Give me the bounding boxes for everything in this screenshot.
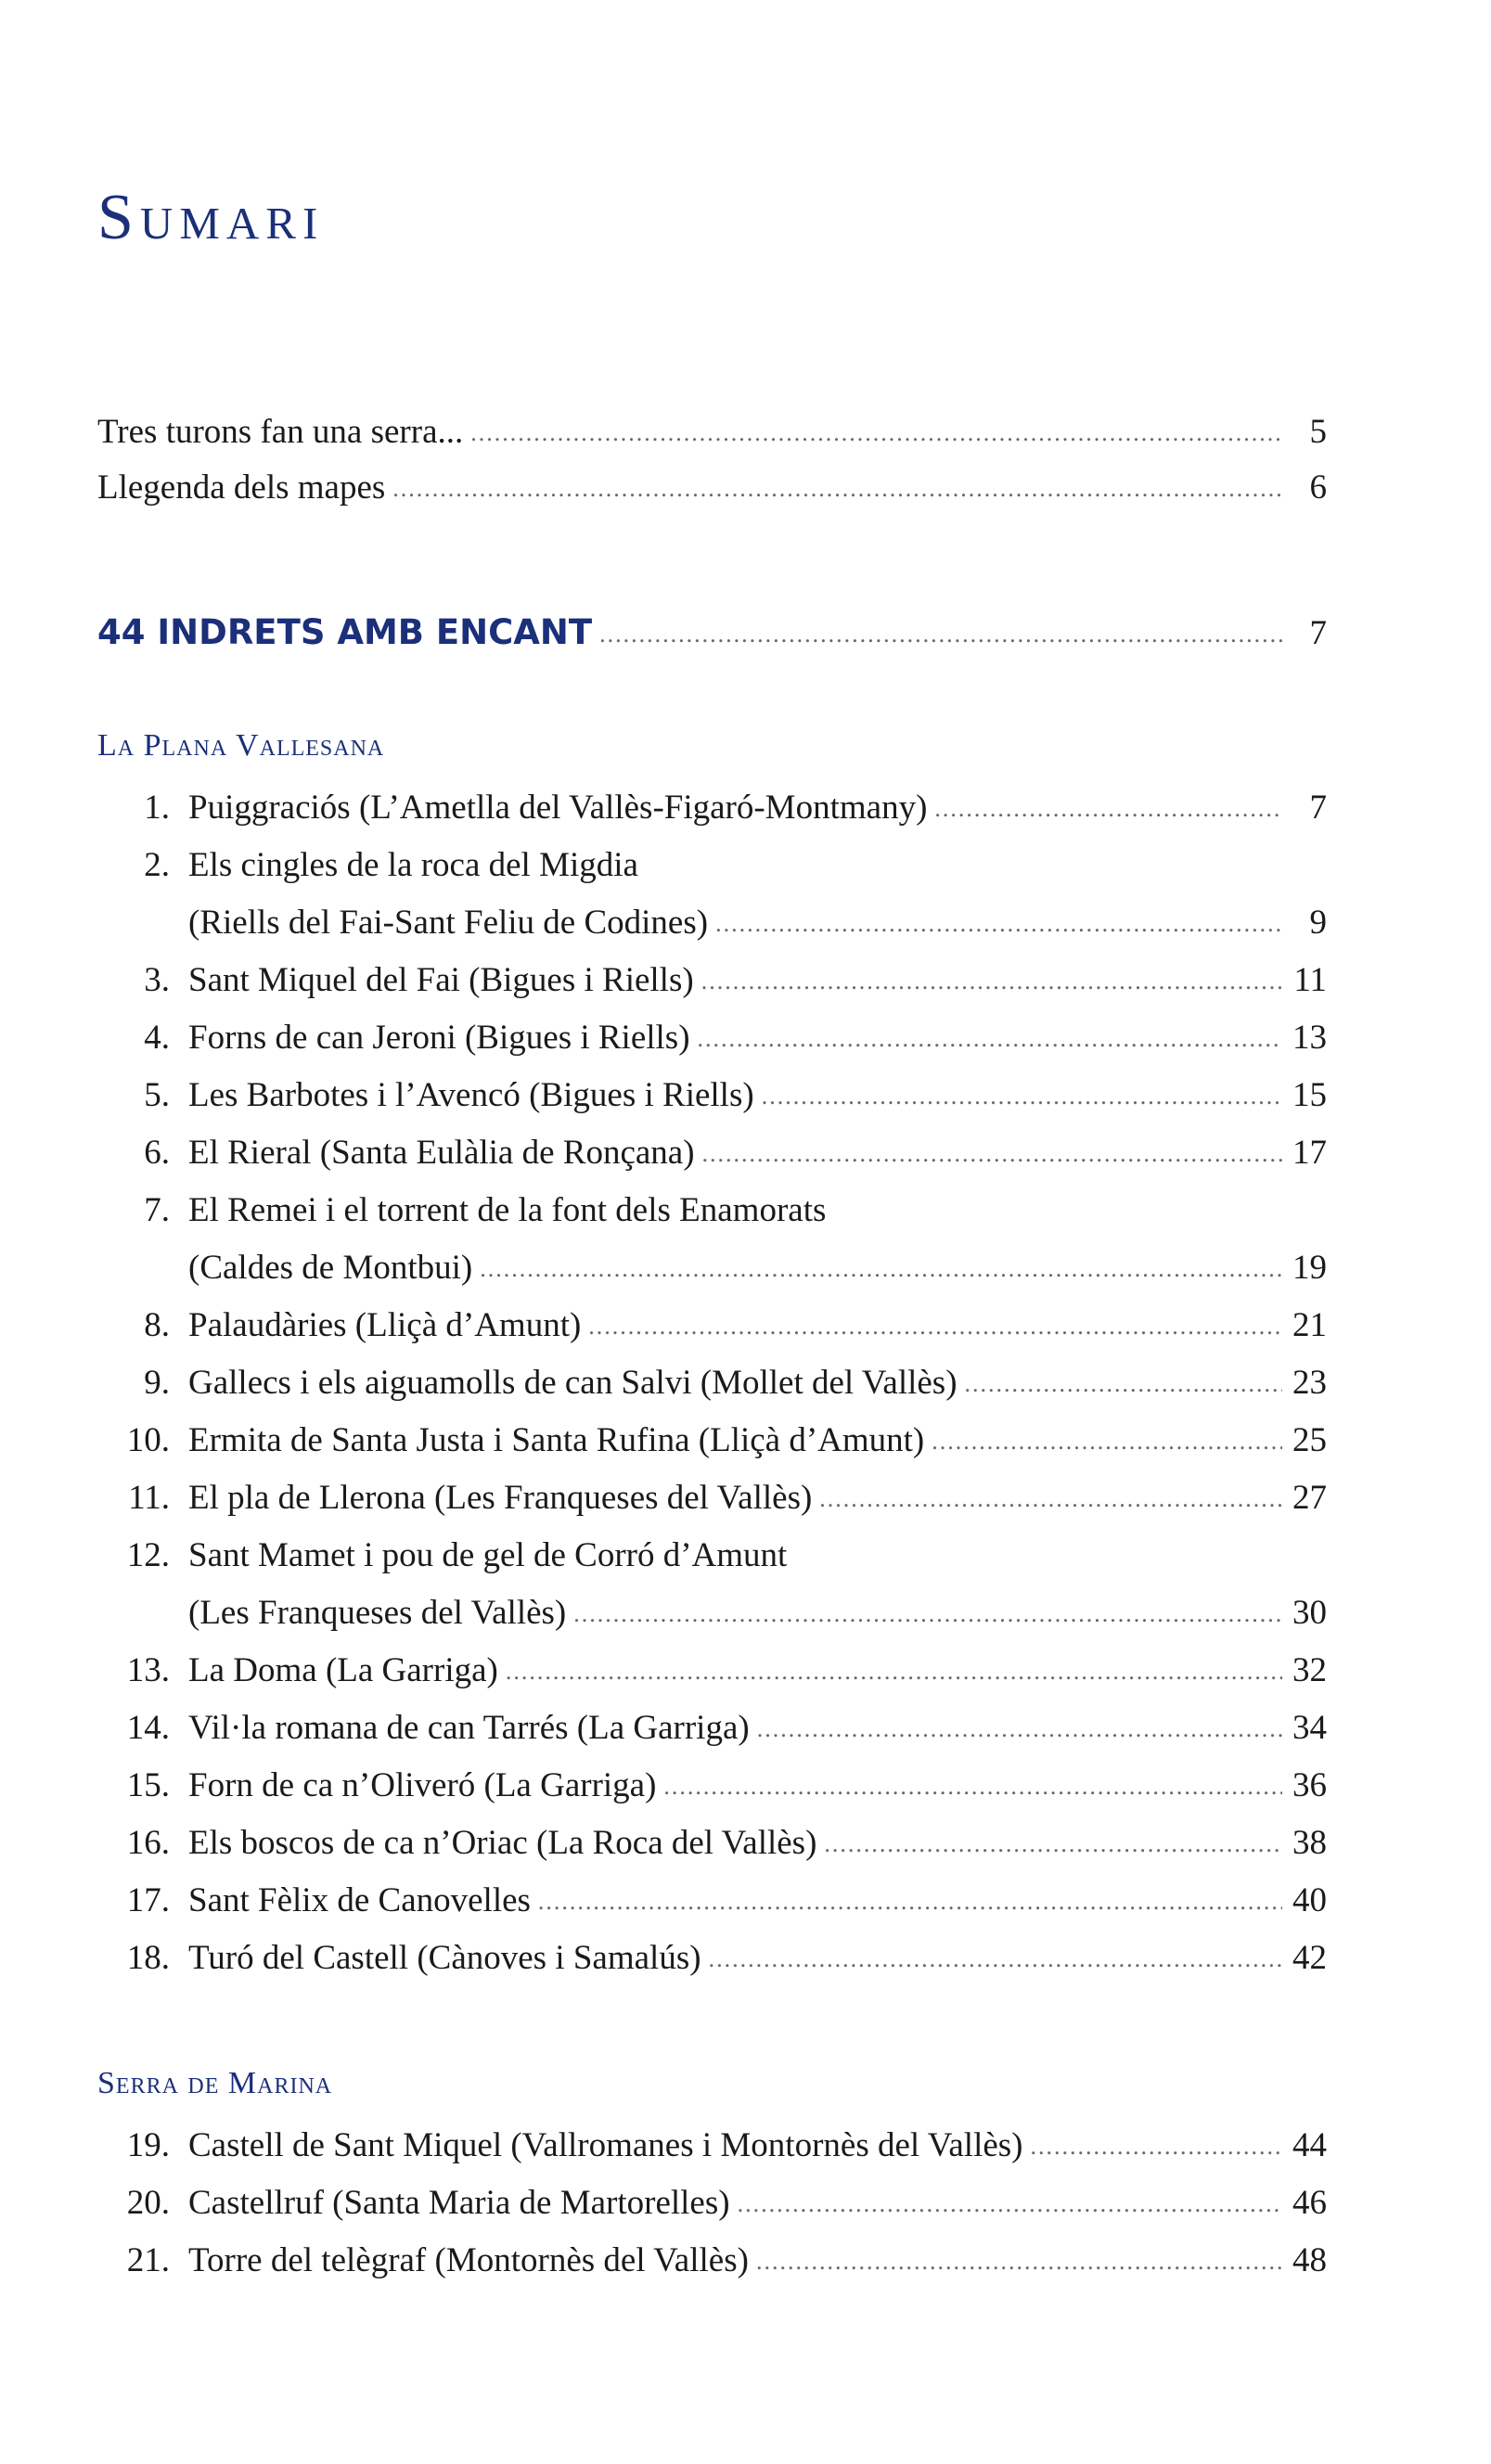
section-heading: La Plana Vallesana [97,728,385,763]
leader-dots [698,1011,1282,1067]
toc-entry-number: 13. [126,1651,170,1689]
toc-entry-text: Castell de Sant Miquel (Vallromanes i Montornès del Vallès) [188,2126,1023,2164]
toc-entry[interactable] [97,2175,1327,2231]
toc-entry-text: Tres turons fan una serra... [97,413,464,451]
toc-entry[interactable] [97,1931,1327,1986]
toc-entry-number: 1. [144,789,170,827]
toc-entry-continuation[interactable] [97,1585,1327,1641]
leader-dots [756,2234,1282,2290]
toc-entry[interactable] [97,1816,1327,1871]
toc-entry-number: 12. [126,1536,170,1574]
toc-entry-text: Sant Fèlix de Canovelles [188,1881,531,1919]
leader-dots [757,1701,1282,1757]
toc-entry-number: 8. [144,1306,170,1344]
toc-page-number: 23 [1292,1364,1327,1402]
toc-entry[interactable] [97,1643,1327,1699]
toc-entry-continuation[interactable] [97,1240,1327,1296]
toc-entry-text: Forns de can Jeroni (Bigues i Riells) [188,1019,690,1057]
toc-page-number: 7 [1309,789,1327,827]
toc-entry-number: 2. [144,846,170,884]
toc-page-number: 36 [1292,1766,1327,1804]
toc-entry[interactable] [97,838,1327,893]
leader-dots [1031,2119,1283,2175]
toc-entry-number: 9. [144,1364,170,1402]
toc-entry[interactable] [97,1010,1327,1066]
toc-page-number: 32 [1292,1651,1327,1689]
leader-dots [701,954,1282,1009]
toc-entry-text: Les Barbotes i l’Avencó (Bigues i Riells) [188,1076,754,1114]
toc-entry-number: 7. [144,1191,170,1229]
leader-dots [702,1126,1282,1182]
toc-entry[interactable] [97,404,1327,460]
toc-page-number: 38 [1292,1824,1327,1862]
leader-dots [738,2176,1282,2232]
toc-entry[interactable] [97,1700,1327,1756]
toc-entry[interactable] [97,780,1327,836]
toc-page-number: 42 [1292,1939,1327,1977]
toc-entry-text: Castellruf (Santa Maria de Martorelles) [188,2184,730,2222]
toc-entry[interactable] [97,1528,1327,1584]
leader-dots [470,405,1282,461]
toc-entry[interactable] [97,1470,1327,1526]
leader-dots [934,781,1282,837]
toc-entry[interactable] [97,1758,1327,1814]
toc-entry-number: 6. [144,1134,170,1172]
toc-entry[interactable] [97,1413,1327,1469]
toc-entry-number: 17. [126,1881,170,1919]
toc-entry-number: 14. [126,1709,170,1747]
toc-entry-number: 11. [128,1479,170,1517]
toc-entry-number: 20. [126,2184,170,2222]
toc-entry-text: Els cingles de la roca del Migdia [188,846,638,884]
leader-dots [715,896,1282,952]
toc-entry-number: 15. [126,1766,170,1804]
section-heading: Serra de Marina [97,2066,333,2100]
toc-entry-number: 19. [126,2126,170,2164]
toc-entry-text: Vil·la romana de can Tarrés (La Garriga) [188,1709,750,1747]
leader-dots [965,1356,1282,1412]
toc-entry-number: 4. [144,1019,170,1057]
toc-entry-number: 16. [126,1824,170,1862]
toc-page-number: 19 [1292,1249,1327,1287]
toc-entry-number: 10. [126,1421,170,1459]
toc-page-number: 46 [1292,2184,1327,2222]
toc-entry-text: El Rieral (Santa Eulàlia de Ronçana) [188,1134,695,1172]
leader-dots [573,1586,1282,1642]
toc-entry[interactable] [97,1355,1327,1411]
leader-dots [588,1299,1282,1354]
toc-page-number: 15 [1292,1076,1327,1114]
toc-entry-text: Sant Miquel del Fai (Bigues i Riells) [188,961,694,999]
toc-entry-number: 21. [126,2241,170,2279]
toc-entry-number: 3. [144,961,170,999]
toc-page-number: 27 [1292,1479,1327,1517]
toc-page-number: 40 [1292,1881,1327,1919]
toc-entry[interactable] [97,1125,1327,1181]
toc-entry-text: Sant Mamet i pou de gel de Corró d’Amunt [188,1536,788,1574]
leader-dots [762,1069,1282,1124]
toc-entry-text-continued: (Caldes de Montbui) [188,1249,473,1287]
toc-entry[interactable] [97,460,1327,516]
toc-page-number: 11 [1293,961,1327,999]
toc-entry-text-continued: (Riells del Fai-Sant Feliu de Codines) [188,904,709,942]
leader-dots [709,1931,1282,1987]
toc-page-number: 5 [1309,413,1327,451]
leader-dots [392,461,1282,517]
toc-entry[interactable] [97,2118,1327,2174]
toc-page-number: 21 [1292,1306,1327,1344]
toc-page-number: 44 [1292,2126,1327,2164]
leader-dots [663,1759,1282,1815]
toc-page-number: 48 [1292,2241,1327,2279]
leader-dots [480,1241,1282,1297]
toc-page-number: 7 [1309,614,1327,652]
toc-page-number: 9 [1309,904,1327,942]
toc-entry-text: La Doma (La Garriga) [188,1651,498,1689]
toc-entry[interactable] [97,2233,1327,2289]
toc-page-number: 30 [1292,1594,1327,1632]
toc-entry-text: Puiggraciós (L’Ametlla del Vallès-Figaró-Montmany) [188,789,928,827]
toc-page-number: 25 [1292,1421,1327,1459]
page-title: Sumari [97,182,325,253]
toc-page-number: 17 [1292,1134,1327,1172]
main-heading-text: 44 INDRETS AMB ENCANT [97,612,593,652]
toc-page-number: 13 [1292,1019,1327,1057]
toc-entry-text: Forn de ca n’Oliveró (La Garriga) [188,1766,657,1804]
toc-entry[interactable] [97,1183,1327,1238]
toc-entry-text: El pla de Llerona (Les Franqueses del Vallès) [188,1479,813,1517]
toc-entry-text: Torre del telègraf (Montornès del Vallès) [188,2241,749,2279]
toc-entry-text: Turó del Castell (Cànoves i Samalús) [188,1939,701,1977]
toc-entry-number: 5. [144,1076,170,1114]
toc-page-number: 6 [1309,468,1327,507]
toc-entry-text: El Remei i el torrent de la font dels Enamorats [188,1191,827,1229]
leader-dots [819,1471,1282,1527]
leader-dots [824,1816,1282,1872]
toc-entry[interactable] [97,1298,1327,1354]
toc-entry[interactable] [97,1068,1327,1123]
leader-dots [932,1414,1282,1469]
leader-dots [599,607,1282,662]
toc-entry-number: 18. [126,1939,170,1977]
toc-entry-continuation[interactable] [97,895,1327,951]
toc-page-number: 34 [1292,1709,1327,1747]
leader-dots [506,1644,1282,1700]
toc-entry-text-continued: (Les Franqueses del Vallès) [188,1594,567,1632]
toc-entry-text: Palaudàries (Lliçà d’Amunt) [188,1306,582,1344]
leader-dots [538,1874,1282,1930]
toc-entry[interactable] [97,1873,1327,1929]
toc-entry-text: Els boscos de ca n’Oriac (La Roca del Vallès) [188,1824,817,1862]
toc-entry-text: Ermita de Santa Justa i Santa Rufina (Lliçà d’Amunt) [188,1421,925,1459]
toc-entry-text: Gallecs i els aiguamolls de can Salvi (Mollet del Vallès) [188,1364,958,1402]
toc-entry[interactable] [97,953,1327,1008]
toc-main-heading[interactable] [97,605,1327,661]
toc-entry-text: Llegenda dels mapes [97,468,386,507]
